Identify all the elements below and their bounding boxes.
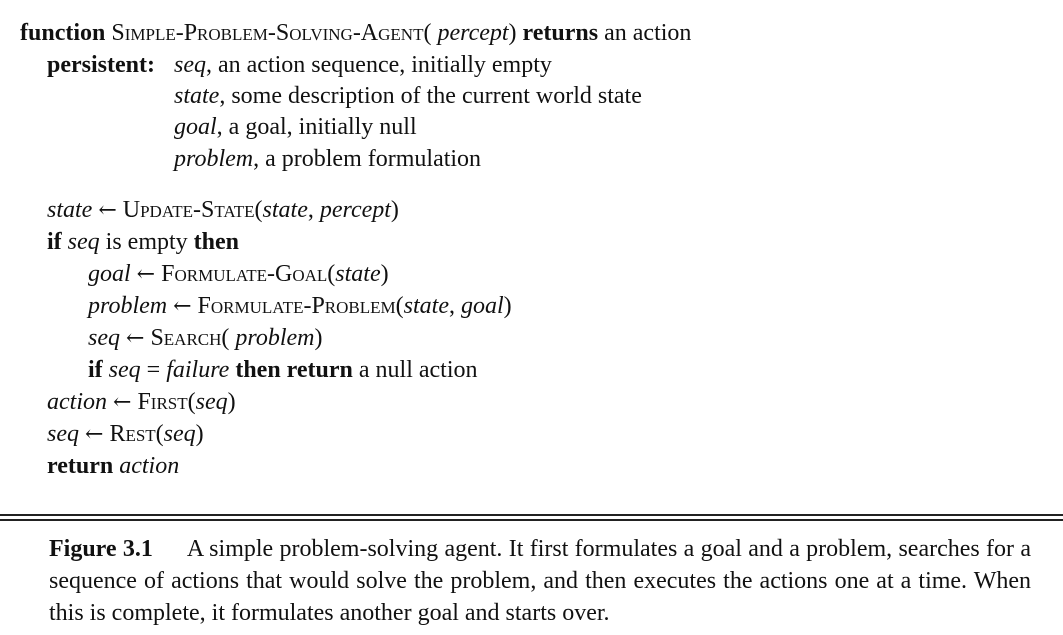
returns-keyword: returns (522, 20, 599, 46)
separator-rule-bottom (0, 519, 1063, 521)
assign-target: problem (88, 293, 168, 319)
condition-var: seq (67, 229, 100, 255)
code-line-formulate-problem: problem ← Formulate-Problem(state, goal) (88, 293, 512, 319)
figure-caption (49, 533, 1031, 629)
code-line-update-state: state ← Update-State(state, percept) (47, 197, 399, 223)
assign-arrow-icon: ← (85, 422, 104, 447)
persistent-var-state (174, 81, 642, 111)
function-arg: goal (460, 293, 504, 319)
assign-target: goal (88, 261, 131, 287)
function-name: Simple-Problem-Solving-Agent (111, 20, 424, 46)
persistent-var-name: state (174, 83, 220, 109)
assign-arrow-icon: ← (136, 262, 156, 287)
assign-target: seq (47, 421, 79, 447)
return-value-text: a null action (358, 357, 478, 383)
persistent-var-desc: , a problem formulation (253, 146, 482, 172)
function-call-name: Formulate-Goal (161, 261, 328, 287)
close-paren: ) (508, 20, 517, 46)
code-line-formulate-goal: goal ← Formulate-Goal(state) (88, 261, 389, 287)
then-keyword: then (193, 229, 240, 255)
function-arg: problem (235, 325, 315, 351)
persistent-var-desc: , a goal, initially null (216, 114, 417, 140)
separator-rule-top (0, 514, 1063, 516)
function-arg: seq (163, 421, 196, 447)
assign-arrow-icon: ← (126, 326, 145, 351)
assign-target: seq (88, 325, 120, 351)
function-param: percept (437, 20, 509, 46)
code-line-if-failure (88, 355, 478, 385)
returns-description: an action (604, 20, 692, 46)
function-header (20, 18, 691, 48)
persistent-var-problem (174, 144, 481, 174)
if-keyword: if (88, 357, 103, 383)
persistent-var-seq (174, 50, 552, 80)
condition-var: seq (108, 357, 141, 383)
code-line-search: seq ← Search( problem) (88, 325, 323, 351)
assign-arrow-icon: ← (113, 390, 132, 415)
function-arg: state (403, 293, 449, 319)
persistent-label: persistent: (47, 52, 155, 78)
return-keyword: return (47, 453, 114, 479)
persistent-var-name: problem (174, 146, 254, 172)
function-call-name: Formulate-Problem (197, 293, 396, 319)
function-arg: percept (319, 197, 391, 223)
function-call-name: Rest (109, 421, 156, 447)
function-arg: state (335, 261, 381, 287)
assign-target: action (47, 389, 107, 415)
function-arg: seq (195, 389, 228, 415)
code-line-first: action ← First(seq) (47, 389, 236, 415)
if-keyword: if (47, 229, 62, 255)
function-keyword: function (20, 20, 106, 46)
persistent-var-goal (174, 112, 417, 142)
then-return-keyword: then return (235, 357, 353, 383)
code-line-if-empty (47, 227, 239, 257)
return-var: action (119, 453, 180, 479)
code-line-rest: seq ← Rest(seq) (47, 421, 204, 447)
condition-text: is empty (105, 229, 188, 255)
assign-arrow-icon: ← (173, 294, 192, 319)
persistent-var-name: seq (174, 52, 206, 78)
persistent-var-desc: , some description of the current world state (219, 83, 642, 109)
figure-caption-text: A simple problem-solving agent. It first formulates a goal and a problem, searches for a sequence of actions that would solve the problem, and then executes the actions one at a time. When this is complete, it formulates another goal and starts over. (49, 536, 1031, 626)
arg-separator: , (307, 197, 320, 223)
assign-target: state (47, 197, 93, 223)
function-arg: state (262, 197, 308, 223)
function-call-name: Search (150, 325, 222, 351)
persistent-var-desc: , an action sequence, initially empty (206, 52, 552, 78)
assign-arrow-icon: ← (98, 198, 117, 223)
equals-sign: = (146, 357, 161, 383)
open-paren: ( (423, 20, 432, 46)
arg-separator: , (448, 293, 461, 319)
persistent-var-name: goal (174, 114, 217, 140)
code-line-return (47, 451, 179, 481)
condition-value: failure (166, 357, 230, 383)
persistent-label-line (47, 50, 155, 80)
function-call-name: First (137, 389, 188, 415)
figure-label: Figure 3.1 (49, 536, 153, 562)
function-call-name: Update-State (122, 197, 255, 223)
